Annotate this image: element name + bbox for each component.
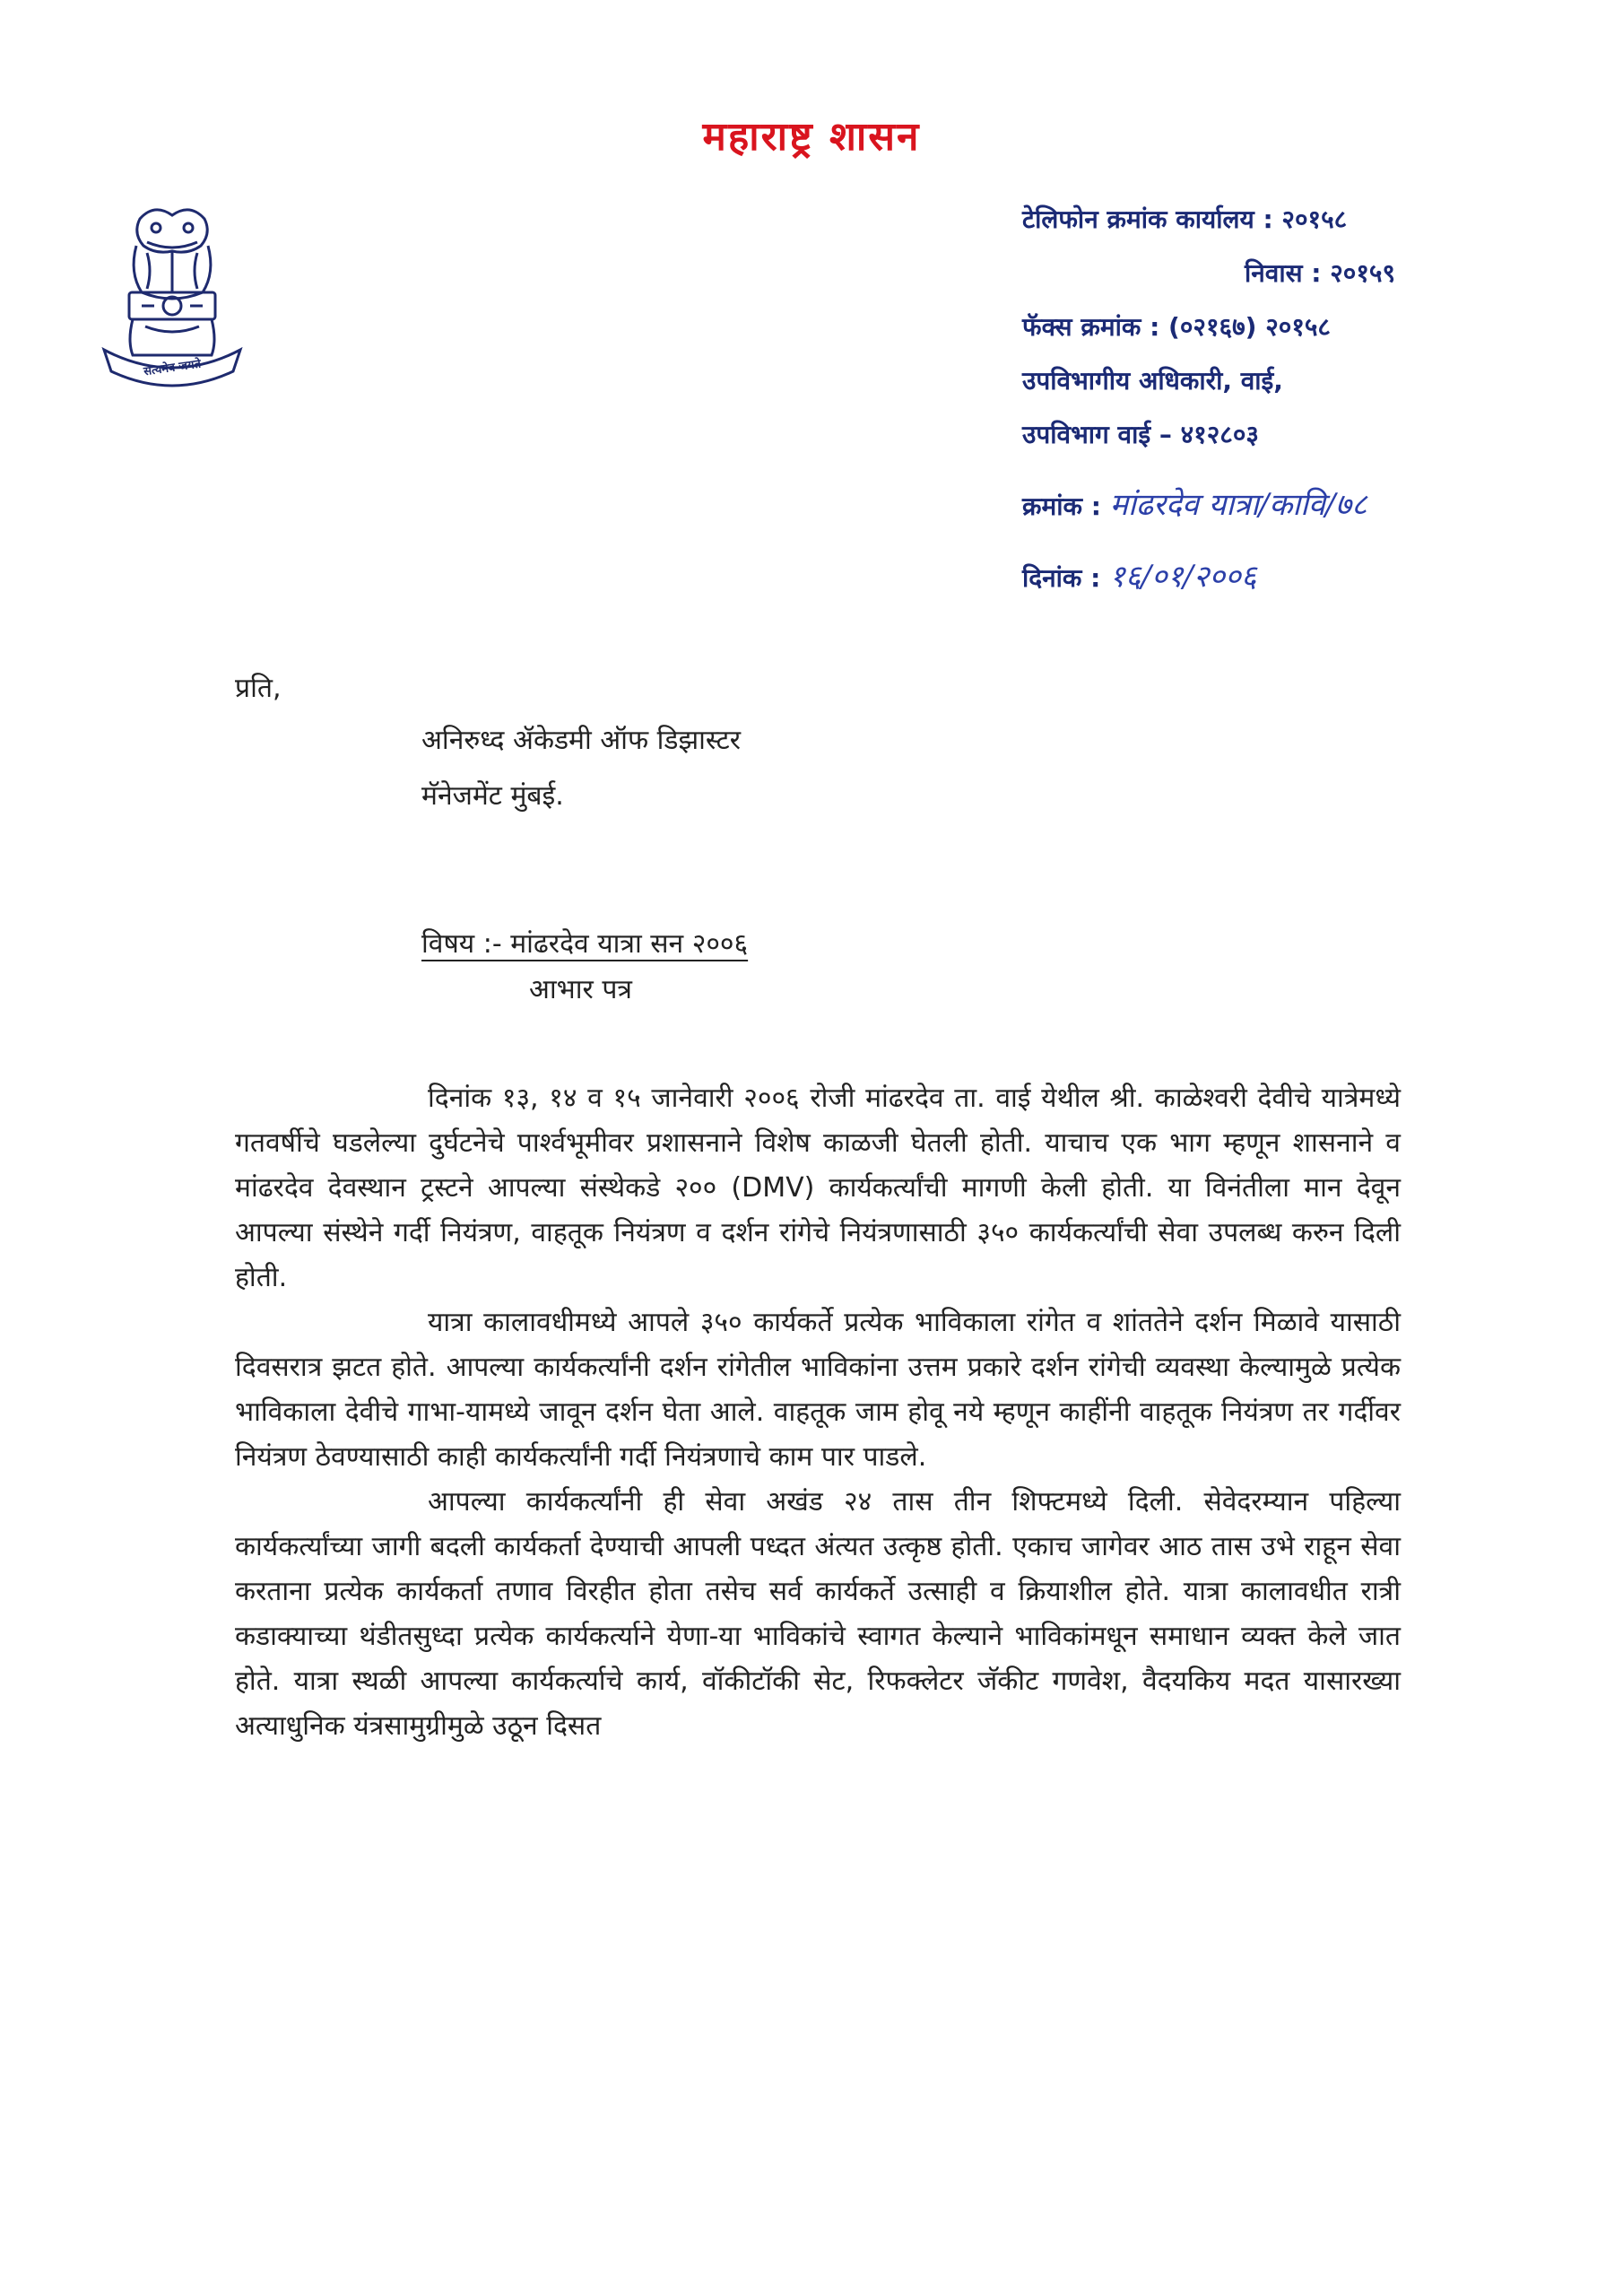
- body-paragraph-3: आपल्या कार्यकर्त्यांनी ही सेवा अखंड २४ तास तीन शिफ्टमध्ये दिली. सेवेदरम्यान पहिल्या कार्यकर्त्यांच्या जागी बदली कार्यकर्ता देण्याची आपली पध्दत अंत्यत उत्कृष्ठ होती. एकाच जागेवर आठ तास उभे राहून सेवा करताना प्रत्येक कार्यकर्ता तणाव विरहीत होता तसेच सर्व कार्यकर्ते उत्साही व क्रियाशील होते. यात्रा कालावधीत रात्री कडाक्याच्या थंडीतसुध्दा प्रत्येक कार्यकर्त्याने येणा-या भाविकांचे स्वागत केल्याने भाविकांमधून समाधान व्यक्त केले जात होते. यात्रा स्थळी आपल्या कार्यकर्त्याचे कार्य, वॉकीटॉकी सेट, रिफक्लेटर जॅकीट गणवेश, वैदयकिय मदत यासारख्या अत्याधुनिक यंत्रसामुग्रीमुळे उठून दिसत: [235, 1486, 1401, 1742]
- recipient-address: [421, 713, 741, 824]
- date-value: १६/०१/२००६: [1109, 559, 1257, 595]
- body-paragraph-2: यात्रा कालावधीमध्ये आपले ३५० कार्यकर्ते प्रत्येक भाविकाला रांगेत व शांततेने दर्शन मिळावे यासाठी दिवसरात्र झटत होते. आपल्या कार्यकर्त्यांनी दर्शन रांगेतील भाविकांना उत्तम प्रकारे दर्शन रांगेची व्यवस्था केल्यामुळे प्रत्येक भाविकाला देवीचे गाभा-यामध्ये जावून दर्शन घेता आले. वाहतूक जाम होवू नये म्हणून काहींनी वाहतूक नियंत्रण तर गर्दीवर नियंत्रण ठेवण्यासाठी काही कार्यकर्त्यांनी गर्दी नियंत्रणाचे काम पार पाडले.: [235, 1307, 1401, 1473]
- reference-label: क्रमांक :: [1022, 491, 1101, 521]
- letter-body: [235, 1076, 1401, 1749]
- recipient-line-2: मॅनेजमेंट मुंबई.: [421, 780, 564, 812]
- body-paragraph-1: दिनांक १३, १४ व १५ जानेवारी २००६ रोजी मांढरदेव ता. वाई येथील श्री. काळेश्वरी देवीचे यात्रेमध्ये गतवर्षीचे घडलेल्या दुर्घटनेचे पार्श्वभूमीवर प्रशासनाने विशेष काळजी घेतली होती. याचाच एक भाग म्हणून शासनाने व मांढरदेव देवस्थान ट्रस्टने आपल्या संस्थेकडे २०० (DMV) कार्यकर्त्यांची मागणी केली होती. या विनंतीला मान देवून आपल्या संस्थेने गर्दी नियंत्रण, वाहतूक नियंत्रण व दर्शन रांगेचे नियंत्रणासाठी ३५० कार्यकर्त्यांची सेवा उपलब्ध करुन दिली होती.: [235, 1083, 1401, 1293]
- subject-block: [421, 924, 748, 1006]
- subject-line: विषय :- मांढरदेव यात्रा सन २००६: [421, 928, 749, 960]
- national-emblem-icon: [100, 199, 244, 387]
- contact-block: [1022, 193, 1596, 604]
- salutation: प्रति,: [235, 673, 282, 704]
- residence-phone: निवास : २०१५९: [1245, 258, 1396, 288]
- subject-title: आभार पत्र: [529, 974, 632, 1005]
- office-name: उपविभागीय अधिकारी, वाई,: [1022, 366, 1283, 396]
- recipient-line-1: अनिरुध्द ॲकेडमी ऑफ डिझास्टर: [421, 725, 741, 756]
- office-phone: टेलिफोन क्रमांक कार्यालय : २०१५८: [1022, 204, 1348, 234]
- date-row: [1022, 550, 1596, 604]
- emblem-motto: सत्यमेव जयते: [143, 357, 203, 379]
- reference-value: मांढरदेव यात्रा/कावि/७८: [1109, 487, 1367, 523]
- fax-number: फॅक्स क्रमांक : (०२१६७) २०१५८: [1022, 312, 1331, 342]
- government-title: महाराष्ट्र शासन: [702, 114, 921, 160]
- reference-row: [1022, 478, 1596, 532]
- office-address: उपविभाग वाई – ४१२८०३: [1022, 420, 1259, 449]
- date-label: दिनांक :: [1022, 563, 1101, 593]
